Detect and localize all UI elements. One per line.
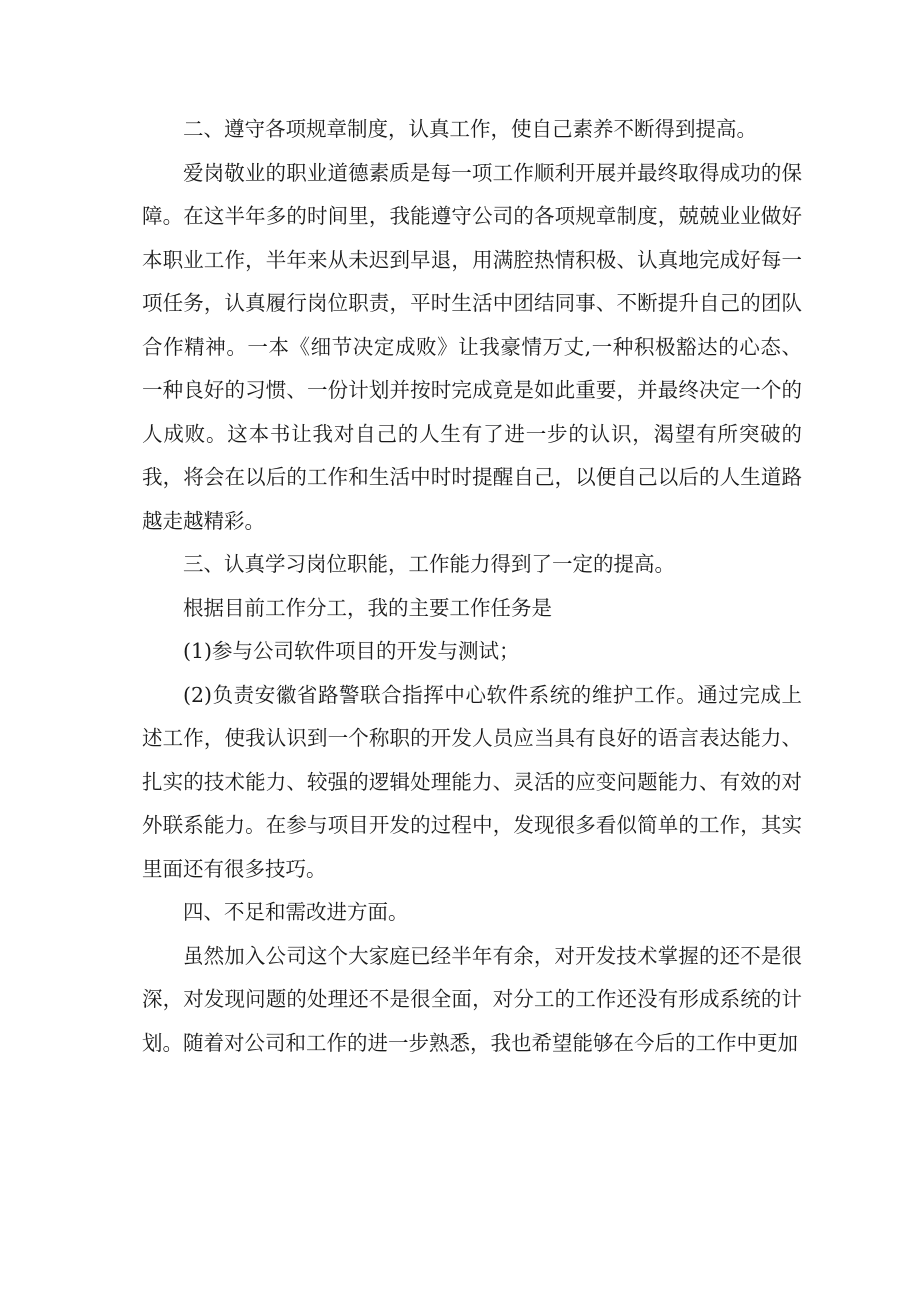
document-body: [142, 108, 802, 1065]
paragraph-task-1: (1)参与公司软件项目的开发与测试；: [183, 639, 520, 663]
paragraph-shortcomings: 虽然加入公司这个大家庭已经半年有余，对开发技术掌握的还不是很深，对发现问题的处理还不是很全面，对分工的工作还没有形成系统的计划。随着对公司和工作的进一步熟悉，我也希望能够在今后的工作中更加: [142, 943, 802, 1055]
section-heading-4: 四、不足和需改进方面。: [183, 900, 409, 924]
paragraph-work-tasks-intro: 根据目前工作分工，我的主要工作任务是: [183, 595, 552, 620]
section-heading-3: 三、认真学习岗位职能，工作能力得到了一定的提高。: [183, 552, 675, 576]
section-heading-2: 二、遵守各项规章制度，认真工作，使自己素养不断得到提高。: [183, 117, 757, 141]
paragraph-professional-ethics: 爱岗敬业的职业道德素质是每一项工作顺利开展并最终取得成功的保障。在这半年多的时间里，我能遵守公司的各项规章制度，兢兢业业做好本职业工作，半年来从未迟到早退，用满腔热情积极、认真地完成好每一项任务，认真履行岗位职责，平时生活中团结同事、不断提升自己的团队合作精神。一本《细节决定成败》让我豪情万丈,一种积极豁达的心态、一种良好的习惯、一份计划并按时完成竟是如此重要，并最终决定一个的人成败。这本书让我对自己的人生有了进一步的认识，渴望有所突破的我，将会在以后的工作和生活中时时提醒自己，以便自己以后的人生道路越走越精彩。: [142, 160, 802, 533]
paragraph-task-2: (2)负责安徽省路警联合指挥中心软件系统的维护工作。通过完成上述工作，使我认识到一个称职的开发人员应当具有良好的语言表达能力、扎实的技术能力、较强的逻辑处理能力、灵活的应变问题能力、有效的对外联系能力。在参与项目开发的过程中，发现很多看似简单的工作，其实里面还有很多技巧。: [142, 682, 802, 881]
